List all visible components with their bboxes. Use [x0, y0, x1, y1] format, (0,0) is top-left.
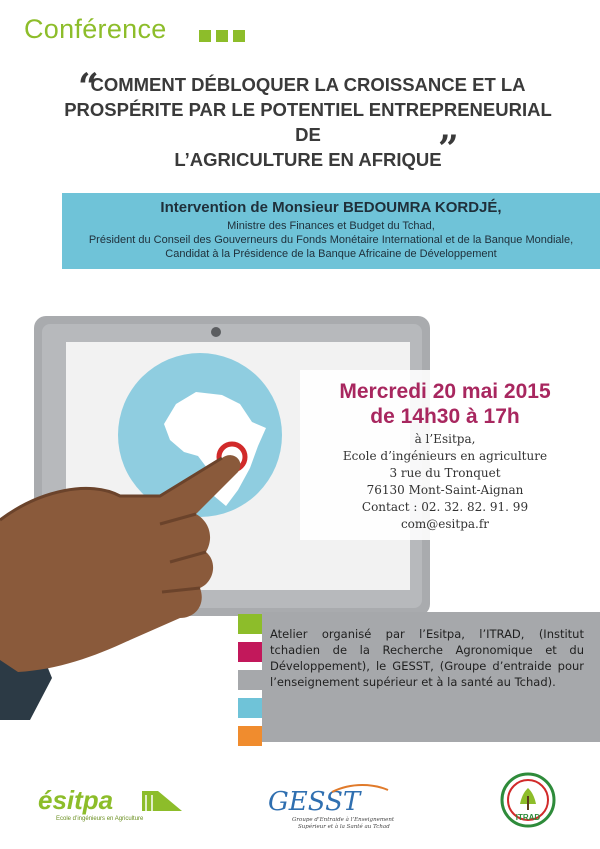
gesst-tagline: Groupe d’Entraide à l’Enseignement — [292, 817, 395, 823]
esitpa-logo-mark — [38, 783, 188, 823]
event-date: Mercredi 20 mai 2015 — [339, 380, 551, 403]
event-time: de 14h30 à 17h — [370, 405, 520, 428]
venue-line: Ecole d’ingénieurs en agriculture — [342, 449, 548, 463]
color-strip — [238, 614, 262, 634]
color-strip — [238, 642, 262, 662]
color-strip — [238, 670, 262, 690]
title-line: L’AGRICULTURE EN AFRIQUE — [174, 149, 442, 170]
close-quote: ” — [438, 128, 459, 170]
contact-email: com@esitpa.fr — [400, 517, 490, 531]
color-strip — [238, 726, 262, 746]
esitpa-logo — [38, 783, 188, 827]
title-line: PROSPÉRITE PAR LE POTENTIEL ENTREPRENEURIAL DE — [64, 99, 552, 145]
header-square — [216, 30, 228, 42]
gesst-logo — [262, 780, 402, 834]
conference-label: Conférence — [24, 14, 167, 44]
venue-line: 76130 Mont-Saint-Aignan — [366, 483, 524, 497]
gesst-logo-mark — [262, 780, 402, 830]
venue-line: à l’Esitpa, — [414, 432, 476, 446]
itrad-logo — [500, 772, 556, 832]
speaker-name: Intervention de Monsieur BEDOUMRA KORDJÉ, — [160, 199, 502, 216]
esitpa-tagline: Ecole d’ingénieurs en Agriculture — [56, 816, 144, 822]
gesst-tagline: Supérieur et à la Santé au Tchad — [298, 824, 390, 830]
title-line: COMMENT DÉBLOQUER LA CROISSANCE ET LA — [90, 74, 526, 95]
speaker-title-line: Ministre des Finances et Budget du Tchad, — [227, 220, 435, 232]
header-square — [199, 30, 211, 42]
conference-title — [58, 72, 558, 172]
speaker-title-line: Président du Conseil des Gouverneurs du Fonds Monétaire International et de la Banque Mondiale, — [88, 234, 574, 246]
esitpa-book-icon — [142, 791, 182, 811]
esitpa-wordmark: ésitpa — [38, 785, 114, 815]
itrad-wordmark: ITRAD — [515, 813, 541, 822]
organizers-text: Atelier organisé par l’Esitpa, l’ITRAD, (Institut tchadien de la Recherche Agronomique et du Développement), le GESST, (Groupe d’entraide pour l’enseignement supérieur et à la santé au Tchad). — [270, 627, 584, 689]
header-square — [233, 30, 245, 42]
open-quote: “ — [78, 66, 99, 108]
color-strip — [238, 698, 262, 718]
gesst-wordmark: GESST — [268, 787, 361, 817]
contact-phone: Contact : 02. 32. 82. 91. 99 — [361, 500, 529, 514]
tablet-camera — [211, 327, 221, 337]
speaker-title-line: Candidat à la Présidence de la Banque Africaine de Développement — [165, 248, 497, 260]
venue-line: 3 rue du Tronquet — [389, 466, 501, 480]
itrad-seal-icon — [500, 772, 556, 828]
